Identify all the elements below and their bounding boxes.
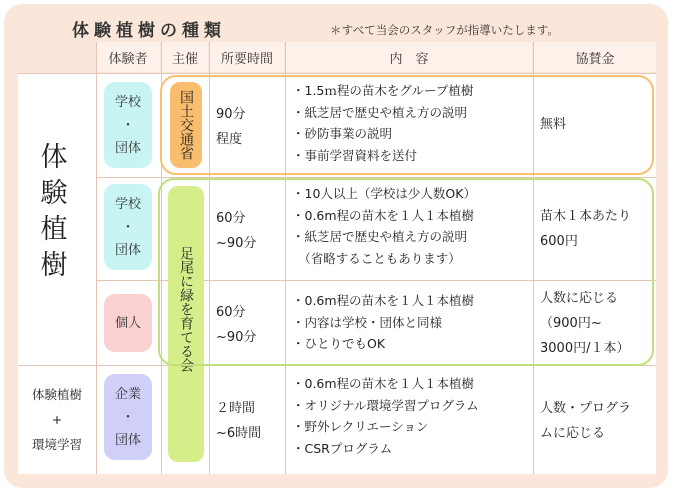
content-item: ・0.6m程の苗木を１人１本植樹 [292,376,475,391]
organizer-mlit: 国土交通省 [170,82,202,168]
participant-company-group: 企業 ・ 団体 [104,374,152,460]
participant-school-group-2: 学校 ・ 団体 [104,184,152,270]
category-planting-plus-learning: 体験植樹 + 環境学習 [31,387,82,452]
content-item: ・10人以上（学校は少人数OK） [292,186,476,201]
content-item: ・事前学習資料を送付 [292,147,418,163]
duration-row-1: 90分 程度 [216,107,246,147]
page-title: 体験植樹の種類 [72,21,226,41]
fee-row-4: 人数・プログラ ムに応じる [540,401,632,441]
duration-row-3: 60分 ~90分 [216,305,257,345]
participant-individual: 個人 [104,294,152,352]
fee-row-3: 人数に応じる （900円~ 3000円/１本） [540,291,630,356]
content-item: ・0.6m程の苗木を１人１本植樹 [292,207,475,223]
column-header-organizer: 主催 [162,42,208,72]
fee-row-2: 苗木１本あたり 600円 [540,209,632,249]
fee-row-1: 無料 [540,117,567,132]
category-tree-planting: 体 験 植 樹 [40,142,68,281]
content-item: ・0.6m程の苗木を１人１本植樹 [292,293,475,308]
content-item: （省略することもあります） [292,250,461,266]
column-header-content: 内 容 [286,42,532,72]
column-header-participant: 体験者 [96,42,160,72]
content-item: ・CSRプログラム [292,440,393,456]
content-row-4 [292,373,479,459]
content-item: ・内容は学校・団体と同様 [292,314,443,330]
participant-school-group-1: 学校 ・ 団体 [104,82,152,168]
column-header-fee: 協賛金 [534,42,656,72]
content-item: ・紙芝居で歴史や植え方の説明 [292,104,468,120]
content-item: ・ひとりでもOK [292,336,386,351]
organizer-ashio-green-society: 足尾に緑を育てる会 [168,186,204,462]
content-row-1 [292,80,473,166]
content-row-2 [292,183,476,269]
grid-line [18,73,656,74]
grid-line [96,42,97,474]
content-item: ・紙芝居で歴史や植え方の説明 [292,229,468,244]
column-header-duration: 所要時間 [210,42,284,72]
staff-note: ＊すべて当会のスタッフが指導いたします。 [330,23,559,37]
content-item: ・野外レクリエーション [292,419,429,434]
content-item: ・砂防事業の説明 [292,126,393,141]
duration-row-2: 60分 ~90分 [216,211,257,251]
duration-row-4: ２時間 ~6時間 [216,401,262,441]
content-item: ・1.5ｍ程の苗木をグループ植樹 [292,83,474,98]
content-row-3 [292,290,474,355]
content-item: ・オリジナル環境学習プログラム [292,397,479,413]
